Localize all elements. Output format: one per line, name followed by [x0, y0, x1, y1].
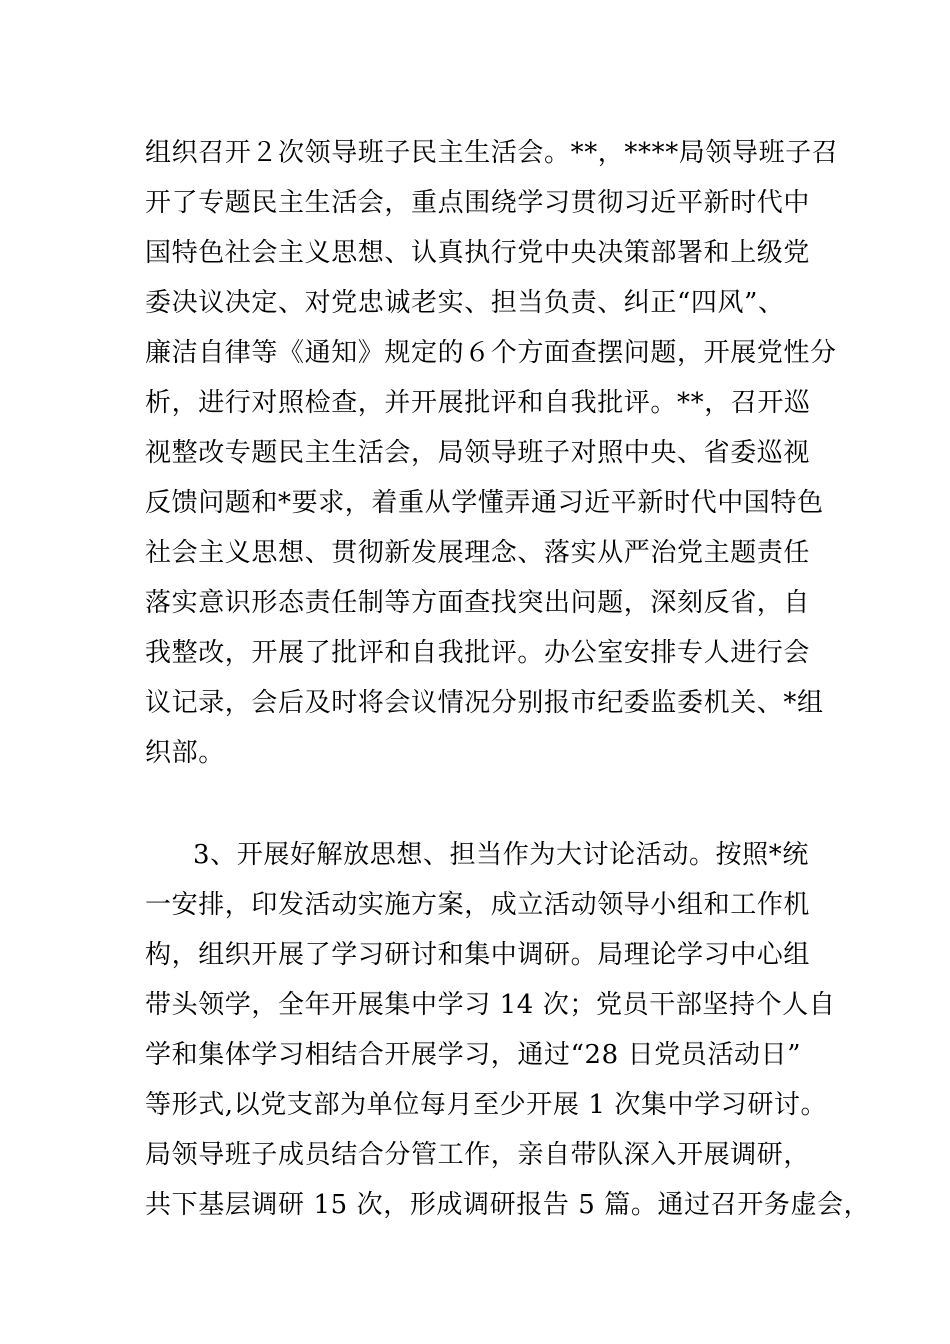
text-line: 局领导班子成员结合分管工作，亲自带队深入开展调研， [145, 1140, 811, 1170]
text-line: 视整改专题民主生活会，局领导班子对照中央、省委巡视 [145, 438, 811, 468]
text-line: 廉洁自律等《通知》规定的６个方面查摆问题，开展党性分 [145, 338, 837, 368]
text-line: 落实意识形态责任制等方面查找突出问题，深刻反省，自 [145, 588, 811, 618]
text-line: 组织召开２次领导班子民主生活会。**，****局领导班子召 [145, 138, 839, 168]
text-line: 反馈问题和*要求，着重从学懂弄通习近平新时代中国特色 [145, 488, 824, 518]
text-line: 社会主义思想、贯彻新发展理念、落实从严治党主题责任 [145, 538, 811, 568]
text-line: 委决议决定、对党忠诚老实、担当负责、纠正“四风”、 [145, 288, 785, 318]
text-line: 议记录，会后及时将会议情况分别报市纪委监委机关、*组 [145, 688, 824, 718]
text-line: 我整改，开展了批评和自我批评。办公室安排专人进行会 [145, 638, 811, 668]
text-line: 构，组织开展了学习研讨和集中调研。局理论学习中心组 [145, 940, 811, 970]
text-line: 织部。 [145, 738, 225, 768]
text-line: 共下基层调研 15 次，形成调研报告 5 篇。通过召开务虚会， [145, 1190, 871, 1220]
text-line: 学和集体学习相结合开展学习，通过“28 日党员活动日” [145, 1040, 802, 1070]
text-line: 带头领学，全年开展集中学习 14 次；党员干部坚持个人自 [145, 990, 836, 1020]
text-line: 国特色社会主义思想、认真执行党中央决策部署和上级党 [145, 238, 811, 268]
text-line: 开了专题民主生活会，重点围绕学习贯彻习近平新时代中 [145, 188, 811, 218]
text-line: 等形式,以党支部为单位每月至少开展 1 次集中学习研讨。 [145, 1090, 828, 1120]
text-line: 一安排，印发活动实施方案，成立活动领导小组和工作机 [145, 890, 811, 920]
text-line: 析，进行对照检查，并开展批评和自我批评。**，召开巡 [145, 388, 811, 418]
text-line: 3、开展好解放思想、担当作为大讨论活动。按照*统 [193, 840, 809, 870]
